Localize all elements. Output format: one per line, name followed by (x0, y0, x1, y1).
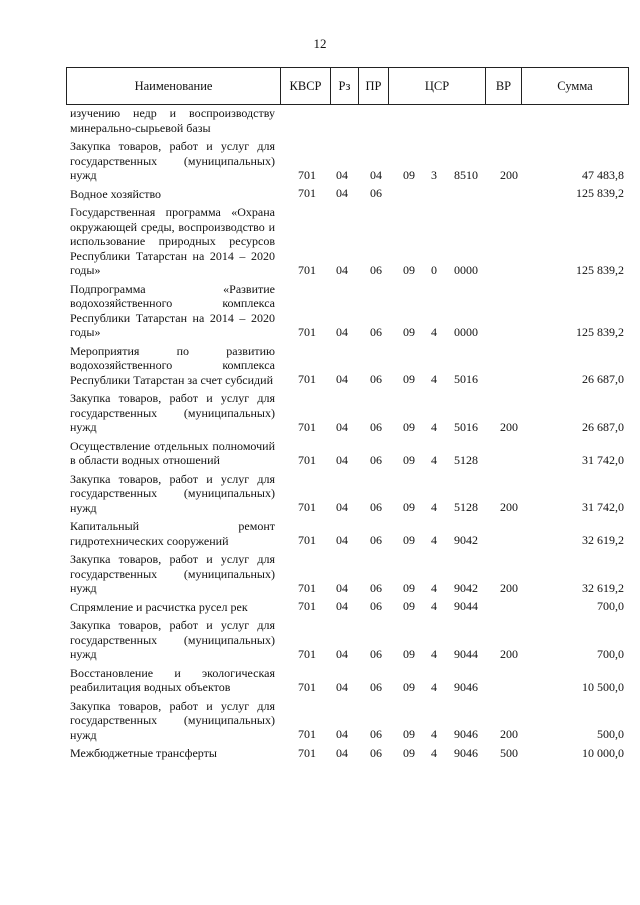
cell-kvsr: 701 (298, 167, 316, 182)
cell-pr: 06 (370, 599, 382, 613)
cell-csr-program: 09 (403, 727, 415, 741)
cell-pr: 06 (370, 262, 382, 277)
cell-csr-subprogram: 0 (431, 262, 437, 277)
header-rz: Рз (331, 68, 359, 104)
cell-csr-program: 09 (403, 646, 415, 661)
cell-csr-program: 09 (403, 167, 415, 182)
cell-csr-program: 09 (403, 419, 415, 434)
cell-csr-subprogram: 4 (431, 419, 437, 434)
cell-rz: 04 (336, 599, 348, 613)
cell-csr-code: 5128 (454, 452, 478, 467)
cell-rz: 04 (336, 372, 348, 386)
cell-rz: 04 (336, 580, 348, 595)
table-row (70, 618, 630, 662)
cell-csr-subprogram: 4 (431, 452, 437, 467)
cell-name: Государственная программа «Охрана окружающей среды, воспроизводство и использование природных ресурсов Республики Татарстан на 2014 – 2020 годы» (70, 205, 275, 277)
cell-csr-program: 09 (403, 262, 415, 277)
cell-csr-subprogram: 4 (431, 679, 437, 694)
cell-kvsr: 701 (298, 727, 316, 741)
cell-csr-code: 9044 (454, 599, 478, 613)
cell-csr-code: 5016 (454, 372, 478, 386)
cell-sum: 26 687,0 (582, 372, 624, 386)
cell-name: Закупка товаров, работ и услуг для государственных (муниципальных) нужд (70, 391, 275, 434)
cell-rz: 04 (336, 452, 348, 467)
cell-kvsr: 701 (298, 580, 316, 595)
cell-name: Осуществление отдельных полномочий в области водных отношений (70, 438, 275, 467)
cell-sum: 47 483,8 (582, 167, 624, 182)
cell-rz: 04 (336, 533, 348, 547)
table-row (70, 139, 630, 183)
header-pr: ПР (359, 68, 389, 104)
table-row (70, 472, 630, 516)
cell-pr: 06 (370, 745, 382, 760)
cell-kvsr: 701 (298, 186, 316, 200)
cell-rz: 04 (336, 419, 348, 434)
cell-kvsr: 701 (298, 500, 316, 514)
table-row (70, 106, 630, 135)
cell-pr: 06 (370, 372, 382, 386)
cell-sum: 26 687,0 (582, 419, 624, 434)
table-row (70, 205, 630, 278)
cell-kvsr: 701 (298, 745, 316, 760)
cell-kvsr: 701 (298, 452, 316, 467)
cell-name: Подпрограмма «Развитие водохозяйственного комплекса Республики Татарстан на 2014 – 2020 годы» (70, 281, 275, 339)
cell-csr-subprogram: 4 (431, 500, 437, 514)
cell-csr-subprogram: 4 (431, 372, 437, 386)
cell-name: Мероприятия по развитию водохозяйственного комплекса Республики Татарстан за счет субсидий (70, 343, 275, 387)
cell-csr-program: 09 (403, 745, 415, 760)
cell-name: Закупка товаров, работ и услуг для государственных (муниципальных) нужд (70, 698, 275, 742)
cell-sum: 500,0 (597, 727, 624, 741)
header-name: Наименование (67, 68, 281, 104)
cell-name: Спрямление и расчистка русел рек (70, 599, 248, 614)
cell-kvsr: 701 (298, 372, 316, 386)
cell-rz: 04 (336, 500, 348, 514)
table-row (70, 699, 630, 743)
cell-vr: 200 (500, 167, 518, 182)
cell-kvsr: 701 (298, 262, 316, 277)
cell-pr: 06 (370, 500, 382, 514)
cell-pr: 06 (370, 580, 382, 595)
cell-kvsr: 701 (298, 599, 316, 613)
cell-vr: 200 (500, 419, 518, 434)
cell-sum: 10 000,0 (582, 745, 624, 760)
cell-csr-program: 09 (403, 679, 415, 694)
table-row (70, 391, 630, 435)
cell-kvsr: 701 (298, 419, 316, 434)
cell-rz: 04 (336, 324, 348, 339)
cell-vr: 200 (500, 580, 518, 595)
cell-pr: 06 (370, 324, 382, 339)
cell-sum: 700,0 (597, 646, 624, 661)
cell-csr-subprogram: 4 (431, 727, 437, 741)
cell-csr-subprogram: 4 (431, 533, 437, 547)
cell-csr-program: 09 (403, 324, 415, 339)
table-row (70, 666, 630, 695)
cell-kvsr: 701 (298, 679, 316, 694)
cell-csr-program: 09 (403, 500, 415, 514)
cell-name: Межбюджетные трансферты (70, 746, 217, 760)
cell-vr: 200 (500, 646, 518, 661)
cell-kvsr: 701 (298, 533, 316, 547)
cell-csr-program: 09 (403, 599, 415, 613)
page-number: 12 (313, 36, 327, 51)
cell-csr-code: 0000 (454, 262, 478, 277)
cell-csr-code: 9044 (454, 646, 478, 661)
cell-csr-subprogram: 4 (431, 599, 437, 613)
table-row (70, 600, 630, 615)
cell-sum: 125 839,2 (576, 262, 624, 277)
cell-name: Закупка товаров, работ и услуг для государственных (муниципальных) нужд (70, 618, 275, 661)
cell-sum: 125 839,2 (576, 324, 624, 339)
table-row (70, 519, 630, 548)
cell-name: Водное хозяйство (70, 186, 162, 201)
cell-name: Закупка товаров, работ и услуг для государственных (муниципальных) нужд (70, 471, 275, 515)
cell-csr-code: 5016 (454, 419, 478, 434)
header-csr: ЦСР (389, 68, 486, 104)
cell-csr-code: 8510 (454, 167, 478, 182)
cell-sum: 125 839,2 (576, 186, 624, 200)
cell-csr-code: 9042 (454, 580, 478, 595)
table-header (66, 67, 629, 105)
cell-csr-code: 9046 (454, 679, 478, 694)
header-sum: Сумма (557, 78, 593, 93)
cell-csr-code: 0000 (454, 324, 478, 339)
cell-vr: 200 (500, 727, 518, 741)
cell-rz: 04 (336, 745, 348, 760)
table-row (70, 746, 630, 761)
cell-csr-program: 09 (403, 372, 415, 386)
cell-name: Закупка товаров, работ и услуг для государственных (муниципальных) нужд (70, 139, 275, 182)
cell-pr: 06 (370, 646, 382, 661)
cell-csr-program: 09 (403, 452, 415, 467)
cell-pr: 06 (370, 679, 382, 694)
cell-rz: 04 (336, 262, 348, 277)
table-row (70, 344, 630, 388)
cell-sum: 700,0 (597, 599, 624, 613)
cell-kvsr: 701 (298, 646, 316, 661)
cell-vr: 200 (500, 500, 518, 514)
cell-pr: 06 (370, 533, 382, 547)
header-vr: ВР (486, 68, 522, 104)
cell-rz: 04 (336, 646, 348, 661)
cell-pr: 06 (370, 186, 382, 200)
cell-pr: 06 (370, 452, 382, 467)
cell-csr-subprogram: 4 (431, 745, 437, 760)
cell-sum: 32 619,2 (582, 533, 624, 547)
header-kvsr: КВСР (281, 68, 331, 104)
cell-csr-code: 9046 (454, 727, 478, 741)
cell-sum: 31 742,0 (582, 452, 624, 467)
cell-csr-subprogram: 4 (431, 324, 437, 339)
table-row (70, 552, 630, 596)
cell-csr-program: 09 (403, 533, 415, 547)
cell-name: изучению недр и воспроизводству минерально-сырьевой базы (70, 106, 275, 135)
cell-pr: 04 (370, 167, 382, 182)
cell-csr-subprogram: 4 (431, 646, 437, 661)
cell-rz: 04 (336, 727, 348, 741)
table-row (70, 187, 630, 202)
table-row (70, 282, 630, 340)
cell-rz: 04 (336, 186, 348, 200)
cell-csr-code: 5128 (454, 500, 478, 514)
cell-vr: 500 (500, 745, 518, 760)
cell-csr-subprogram: 3 (431, 167, 437, 182)
cell-name: Закупка товаров, работ и услуг для государственных (муниципальных) нужд (70, 552, 275, 595)
cell-sum: 31 742,0 (582, 500, 624, 514)
cell-name: Восстановление и экологическая реабилитация водных объектов (70, 665, 275, 694)
cell-sum: 32 619,2 (582, 580, 624, 595)
cell-rz: 04 (336, 167, 348, 182)
cell-csr-code: 9042 (454, 533, 478, 547)
cell-kvsr: 701 (298, 324, 316, 339)
cell-csr-code: 9046 (454, 745, 478, 760)
cell-pr: 06 (370, 727, 382, 741)
cell-csr-program: 09 (403, 580, 415, 595)
table-body (70, 106, 630, 765)
cell-name: Капитальный ремонт гидротехнических сооружений (70, 519, 275, 548)
cell-csr-subprogram: 4 (431, 580, 437, 595)
cell-rz: 04 (336, 679, 348, 694)
cell-pr: 06 (370, 419, 382, 434)
cell-sum: 10 500,0 (582, 679, 624, 694)
table-row (70, 439, 630, 468)
